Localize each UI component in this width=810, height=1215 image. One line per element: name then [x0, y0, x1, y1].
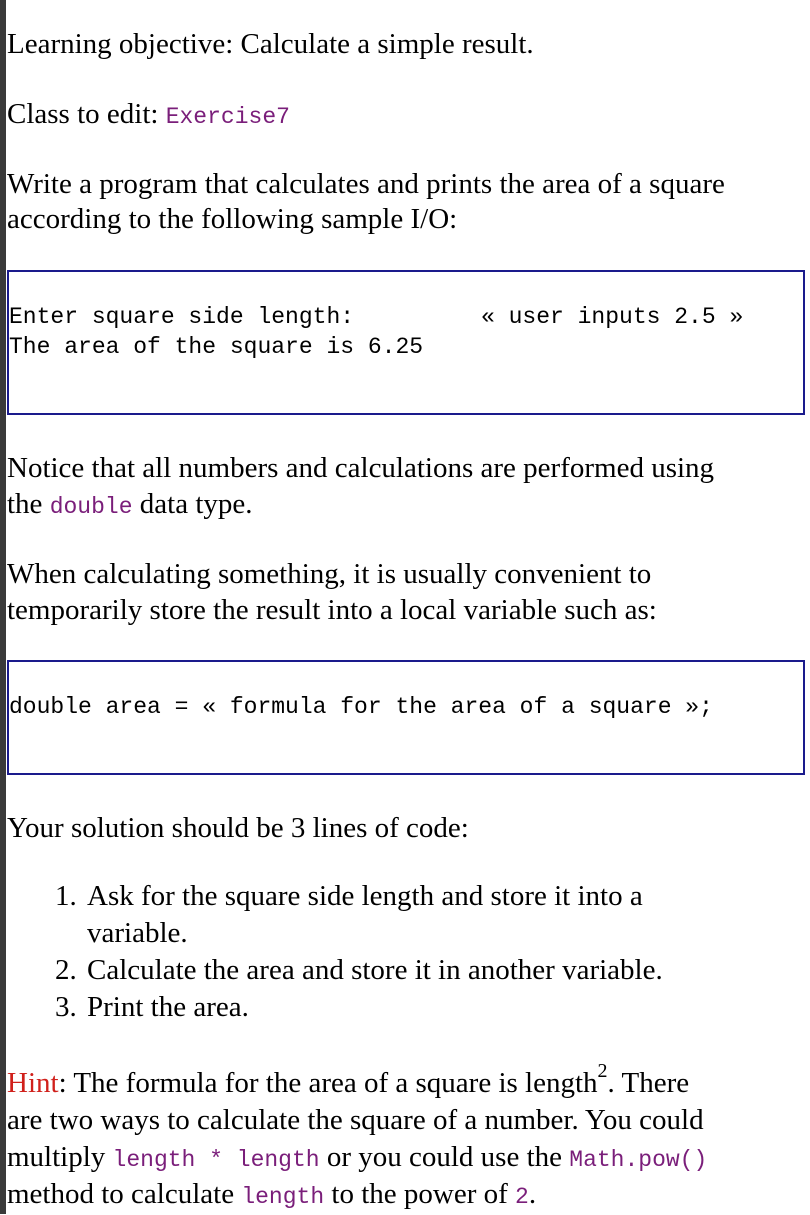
hint-label: Hint	[7, 1067, 59, 1099]
hint-line-3: multiply length * length or you could use the Math.pow()	[7, 1141, 708, 1173]
list-item: 2. Calculate the area and store it in another variable.	[55, 954, 663, 986]
hint-line-1: Hint: The formula for the area of a square is length$^2$. There	[7, 1060, 690, 1099]
sample-io-box	[7, 270, 805, 415]
code-length-times-length: length * length	[112, 1147, 320, 1173]
intro-line-2: according to the following sample I/O:	[7, 203, 458, 235]
notice-line-2: the double data type.	[7, 488, 253, 520]
notice-line-1: Notice that all numbers and calculations are performed using	[7, 452, 715, 484]
hint-line-4: method to calculate length to the power of 2.	[7, 1178, 537, 1210]
left-border-bar	[0, 0, 6, 1214]
code-example-line: double area = « formula for the area of a square »;	[9, 694, 713, 720]
list-item: 1. Ask for the square side length and store it into a variable.	[55, 880, 643, 949]
class-to-edit	[7, 96, 290, 135]
sample-io-prompt-line	[9, 302, 354, 332]
code-example-box	[7, 660, 805, 775]
class-name: Exercise7	[165, 104, 290, 130]
code-two: 2	[515, 1184, 529, 1210]
double-keyword: double	[49, 494, 133, 520]
hint-line-2: are two ways to calculate the square of a number. You could	[7, 1104, 704, 1136]
sample-io-output: The area of the square is 6.25	[9, 334, 424, 360]
code-length: length	[241, 1184, 325, 1210]
objective-text: Calculate a simple result.	[240, 28, 534, 60]
calc-line-1: When calculating something, it is usually convenient to	[7, 558, 652, 590]
sample-io-prompt: Enter square side length:	[9, 304, 355, 330]
sample-io-user-input: « user inputs 2.5 »	[481, 304, 744, 330]
code-math-pow: Math.pow()	[569, 1147, 708, 1173]
objective-label: Learning objective:	[7, 28, 241, 60]
intro-line-1: Write a program that calculates and prints the area of a square	[7, 168, 725, 200]
calc-line-2: temporarily store the result into a local variable such as:	[7, 594, 657, 626]
solution-steps	[7, 878, 807, 1026]
solution-intro: Your solution should be 3 lines of code:	[7, 812, 469, 844]
class-label: Class to edit:	[7, 98, 166, 130]
list-item: 3. Print the area.	[55, 991, 249, 1023]
learning-objective	[7, 26, 534, 62]
